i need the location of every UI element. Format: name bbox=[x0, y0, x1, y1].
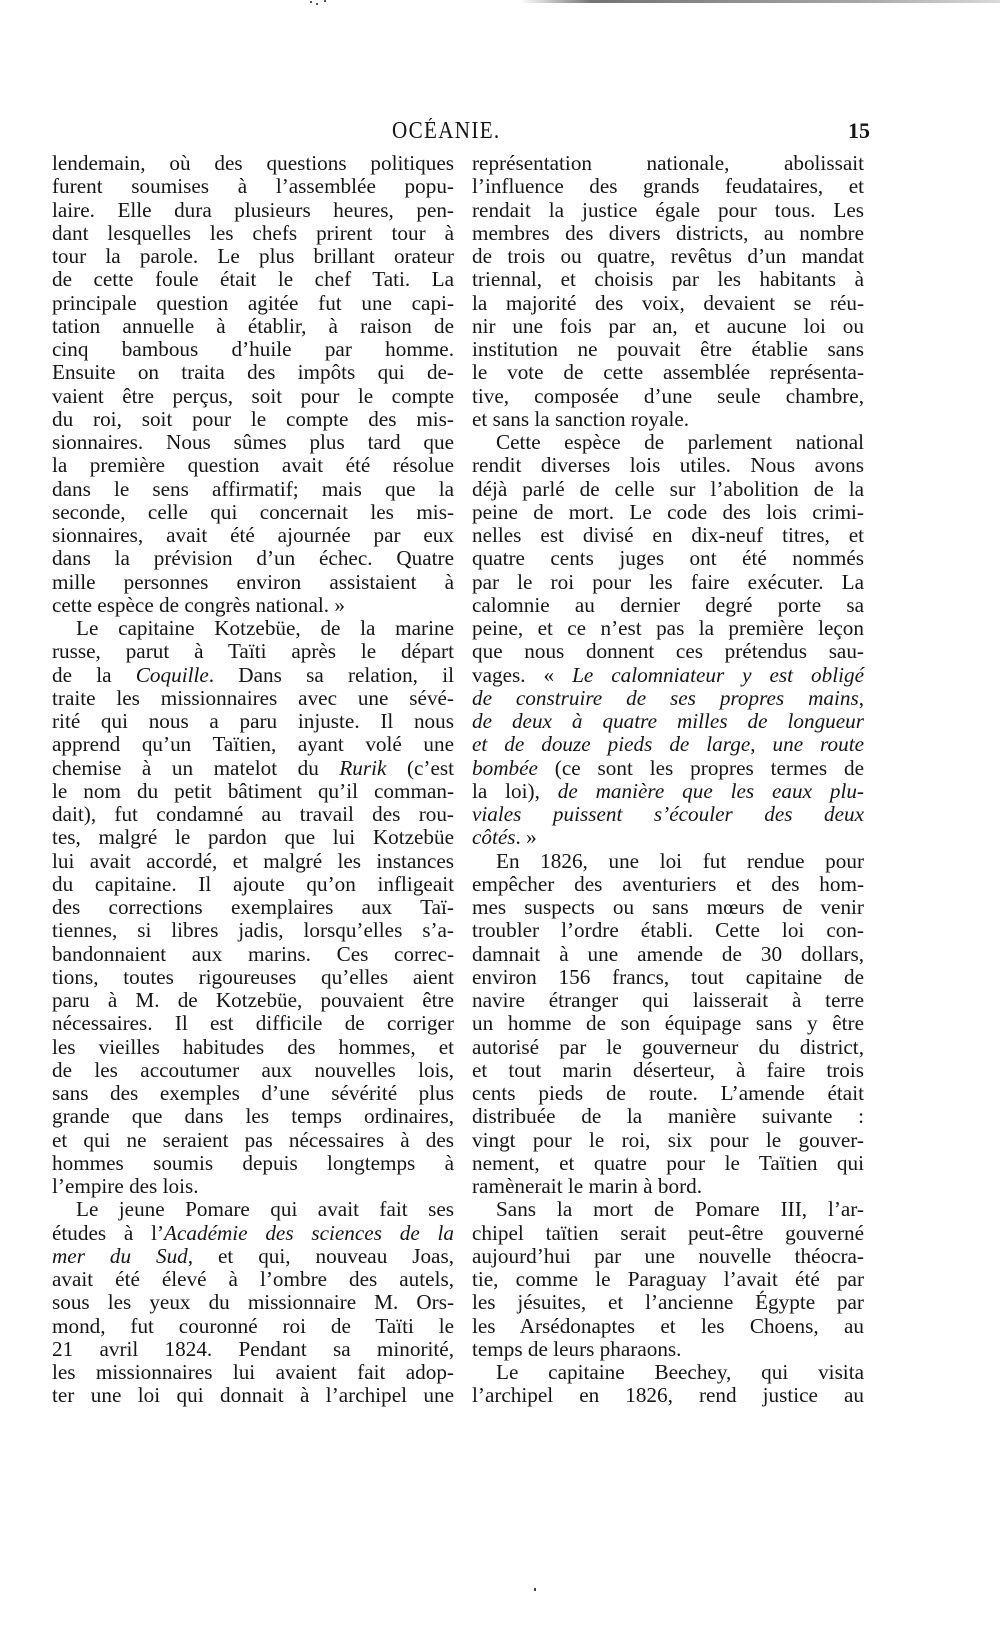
text-line bbox=[52, 594, 454, 617]
text-line bbox=[472, 1012, 864, 1035]
text-line bbox=[52, 385, 454, 408]
text-line bbox=[52, 315, 454, 338]
line-text: cinq bambous d’huile par homme. bbox=[52, 337, 454, 361]
line-text: paru à M. de Kotzebüe, pouvaient être bbox=[52, 988, 454, 1012]
line-text: mille personnes environ assistaient à bbox=[52, 569, 454, 594]
text-line bbox=[52, 1338, 454, 1361]
line-text: Ensuite on traita des impôts qui de- bbox=[52, 360, 454, 385]
text-line bbox=[472, 1152, 864, 1175]
line-text: sionnaires, avait été ajournée par eux bbox=[52, 523, 454, 547]
text-line bbox=[472, 1315, 864, 1338]
text-line bbox=[52, 1175, 454, 1198]
text-line bbox=[52, 687, 454, 710]
text-line bbox=[52, 361, 454, 384]
line-text: russe, parut à Taïti après le départ bbox=[52, 639, 454, 664]
line-text: En 1826, une loi fut rendue pour bbox=[496, 848, 864, 873]
italic-text: et de douze pieds de large bbox=[472, 732, 751, 757]
line-text: peine de mort. Le code des lois crimi- bbox=[472, 499, 864, 524]
text-line bbox=[472, 664, 864, 687]
text-line bbox=[52, 733, 454, 756]
italic-text: Rurik bbox=[339, 755, 387, 780]
line-text: institution ne pouvait être établie sans bbox=[472, 337, 864, 361]
line-text: le vote de cette assemblée représenta- bbox=[472, 360, 864, 385]
text-line bbox=[472, 943, 864, 966]
italic-text: de construire de ses propres mains bbox=[472, 685, 859, 710]
text-line bbox=[472, 919, 864, 942]
line-text: Le jeune Pomare qui avait fait ses bbox=[76, 1197, 454, 1222]
text-line bbox=[52, 408, 454, 431]
italic-text: Coquille bbox=[135, 662, 209, 687]
line-text: l’archipel en 1826, rend justice au bbox=[472, 1383, 864, 1408]
line-text: 21 avril 1824. Pendant sa minorité, bbox=[52, 1336, 454, 1361]
line-text: , et qui, nouveau Joas, bbox=[187, 1243, 454, 1268]
line-text: tiennes, si libres jadis, lorsqu’elles s’a- bbox=[52, 918, 454, 943]
line-text: déjà parlé de celle sur l’abolition de la bbox=[472, 476, 864, 501]
line-text: membres des divers districts, au nombre bbox=[472, 220, 864, 245]
text-column-left bbox=[52, 152, 454, 1408]
line-text: . Dans sa relation, il bbox=[208, 662, 454, 687]
line-text: sans des exemples d’une sévérité plus bbox=[52, 1081, 454, 1105]
line-text: les Arsédonaptes et les Choens, au bbox=[472, 1313, 864, 1338]
text-line bbox=[52, 571, 454, 594]
italic-text: viales puissent s’écouler des deux bbox=[472, 802, 864, 826]
line-text: chemise à un matelot du bbox=[52, 755, 340, 780]
text-line bbox=[52, 454, 454, 477]
line-text: , bbox=[858, 685, 864, 710]
line-text: apprend qu’un Taïtien, ayant volé une bbox=[52, 732, 454, 757]
line-text: vingt pour le roi, six pour le gouver- bbox=[472, 1127, 864, 1152]
text-line bbox=[52, 710, 454, 733]
line-text: nelles est divisé en dix-neuf titres, et bbox=[472, 523, 864, 547]
text-line bbox=[52, 501, 454, 524]
italic-text: mer du Sud bbox=[52, 1243, 188, 1268]
text-line bbox=[472, 1036, 864, 1059]
text-line bbox=[472, 803, 864, 826]
line-text: (c’est bbox=[386, 755, 454, 780]
text-line bbox=[472, 1384, 864, 1407]
line-text: damnait à une amende de 30 dollars, bbox=[472, 941, 864, 966]
text-line bbox=[52, 664, 454, 687]
text-line bbox=[472, 1338, 864, 1361]
line-text: chipel taïtien serait peut-être gouverné bbox=[472, 1220, 864, 1245]
line-text: , bbox=[750, 732, 773, 757]
line-text: tes, malgré le pardon que lui Kotzebüe bbox=[52, 825, 454, 850]
text-line bbox=[52, 1105, 454, 1128]
text-line bbox=[52, 431, 454, 454]
text-line bbox=[472, 431, 864, 454]
line-text: dait), fut condamné au travail des rou- bbox=[52, 802, 454, 826]
line-text: nécessaires. Il est difficile de corriger bbox=[52, 1011, 454, 1036]
text-line bbox=[472, 733, 864, 756]
line-text: laire. Elle dura plusieurs heures, pen- bbox=[52, 197, 454, 222]
line-text: grande que dans les temps ordinaires, bbox=[52, 1104, 454, 1129]
text-line bbox=[52, 1315, 454, 1338]
text-line bbox=[472, 710, 864, 733]
text-line bbox=[472, 1268, 864, 1291]
line-text: rendit diverses lois utiles. Nous avons bbox=[472, 453, 864, 478]
text-line bbox=[472, 896, 864, 919]
text-line bbox=[52, 1129, 454, 1152]
text-line bbox=[52, 989, 454, 1012]
italic-text: de deux à quatre milles de longueur bbox=[472, 709, 864, 733]
text-line bbox=[52, 152, 454, 175]
text-column-right bbox=[472, 152, 864, 1408]
text-line bbox=[52, 222, 454, 245]
line-text: que nous donnent ces prétendus sau- bbox=[472, 639, 864, 664]
text-line bbox=[52, 268, 454, 291]
line-text: la première question avait été résolue bbox=[52, 453, 454, 478]
text-line bbox=[472, 850, 864, 873]
line-text: dans le sens affirmatif; mais que la bbox=[52, 476, 454, 501]
line-text: un homme de son équipage sans y être bbox=[472, 1011, 864, 1036]
text-line bbox=[472, 1222, 864, 1245]
text-line bbox=[52, 1361, 454, 1384]
line-text: calomnie au dernier degré porte sa bbox=[472, 592, 864, 617]
line-text: du capitaine. Il ajoute qu’on infligeait bbox=[52, 871, 454, 896]
line-text: ramènerait le marin à bord. bbox=[472, 1174, 703, 1198]
line-text: nir une fois par an, et aucune loi ou bbox=[472, 313, 864, 338]
line-text: quatre cents juges ont été nommés bbox=[472, 546, 864, 571]
italic-text: côtés bbox=[472, 825, 516, 850]
line-text: dant lesquelles les chefs prirent tour à bbox=[52, 220, 454, 245]
line-text: tation annuelle à établir, à raison de bbox=[52, 313, 454, 338]
line-text: triennal, et choisis par les habitants à bbox=[472, 267, 864, 292]
text-line bbox=[472, 617, 864, 640]
text-line bbox=[52, 478, 454, 501]
line-text: rité qui nous a paru injuste. Il nous bbox=[52, 709, 454, 733]
text-line bbox=[52, 896, 454, 919]
text-line bbox=[472, 1361, 864, 1384]
text-line bbox=[472, 338, 864, 361]
text-line bbox=[52, 850, 454, 873]
text-line bbox=[52, 617, 454, 640]
text-line bbox=[472, 385, 864, 408]
line-text: environ 156 francs, tout capitaine de bbox=[472, 964, 864, 989]
text-line bbox=[472, 571, 864, 594]
text-line bbox=[472, 268, 864, 291]
line-text: autorisé par le gouverneur du district, bbox=[472, 1034, 864, 1059]
text-line bbox=[472, 757, 864, 780]
text-line bbox=[52, 943, 454, 966]
italic-text: bombée bbox=[472, 755, 538, 780]
text-line bbox=[52, 338, 454, 361]
line-text: furent soumises à l’assemblée popu- bbox=[52, 174, 454, 199]
running-title: OCÉANIE. bbox=[392, 118, 501, 144]
text-line bbox=[52, 524, 454, 547]
line-text: la majorité des voix, devaient se réu- bbox=[472, 290, 864, 315]
line-text: hommes soumis depuis longtemps à bbox=[52, 1150, 454, 1175]
line-text: cents pieds de route. L’amende était bbox=[472, 1081, 864, 1105]
line-text: traite les missionnaires avec une sévé- bbox=[52, 685, 454, 710]
line-text: Le capitaine Beechey, qui visita bbox=[496, 1360, 864, 1384]
line-text: lendemain, où des questions politiques bbox=[52, 151, 454, 175]
line-text: vages. « bbox=[472, 662, 573, 687]
text-line bbox=[472, 524, 864, 547]
line-text: par le roi pour les faire exécuter. La bbox=[472, 569, 864, 594]
text-line bbox=[52, 826, 454, 849]
line-text: tie, comme le Paraguay l’avait été par bbox=[472, 1267, 864, 1291]
line-text: . » bbox=[515, 825, 537, 850]
line-text: du roi, soit pour le compte des mis- bbox=[52, 406, 454, 431]
line-text: rendait la justice égale pour tous. Les bbox=[472, 197, 864, 222]
text-line bbox=[472, 175, 864, 198]
line-text: ter une loi qui donnait à l’archipel une bbox=[52, 1383, 454, 1408]
text-line bbox=[52, 1268, 454, 1291]
text-line bbox=[52, 175, 454, 198]
text-line bbox=[472, 594, 864, 617]
text-line bbox=[52, 780, 454, 803]
text-line bbox=[472, 989, 864, 1012]
line-text: représentation nationale, abolissait bbox=[472, 151, 864, 175]
text-line bbox=[472, 292, 864, 315]
line-text: l’empire des lois. bbox=[52, 1174, 199, 1198]
line-text: (ce sont les propres termes de bbox=[537, 755, 864, 780]
line-text: bandonnaient aux marins. Ces correc- bbox=[52, 941, 454, 966]
line-text: Cette espèce de parlement national bbox=[496, 430, 864, 454]
text-line bbox=[472, 1291, 864, 1314]
italic-text: de manière que les eaux plu- bbox=[557, 778, 864, 803]
text-line bbox=[472, 1129, 864, 1152]
text-line bbox=[52, 1384, 454, 1407]
text-line bbox=[52, 1198, 454, 1221]
line-text: tive, composée d’une seule chambre, bbox=[472, 383, 864, 408]
text-line bbox=[472, 1245, 864, 1268]
line-text: empêcher des aventuriers et des hom- bbox=[472, 871, 864, 896]
text-line bbox=[472, 687, 864, 710]
text-line bbox=[472, 454, 864, 477]
text-line bbox=[52, 1082, 454, 1105]
line-text: Sans la mort de Pomare III, l’ar- bbox=[496, 1197, 864, 1222]
line-text: sous les yeux du missionnaire M. Ors- bbox=[52, 1290, 454, 1315]
text-line bbox=[52, 1222, 454, 1245]
line-text: troubler l’ordre établi. Cette loi con- bbox=[472, 918, 864, 943]
text-line bbox=[52, 1036, 454, 1059]
text-line bbox=[472, 640, 864, 663]
line-text: aujourd’hui par une nouvelle théocra- bbox=[472, 1243, 864, 1268]
text-line bbox=[472, 501, 864, 524]
text-line bbox=[52, 1245, 454, 1268]
text-line bbox=[472, 361, 864, 384]
line-text: tour la parole. Le plus brillant orateur bbox=[52, 244, 454, 268]
text-line bbox=[52, 919, 454, 942]
line-text: mes suspects ou sans mœurs de venir bbox=[472, 895, 864, 919]
line-text: des corrections exemplaires aux Taï- bbox=[52, 895, 454, 919]
text-line bbox=[472, 199, 864, 222]
line-text: lui avait accordé, et malgré les instances bbox=[52, 848, 454, 873]
text-line bbox=[52, 1012, 454, 1035]
text-line bbox=[472, 245, 864, 268]
line-text: de les accoutumer aux nouvelles lois, bbox=[52, 1057, 454, 1082]
text-line bbox=[472, 826, 864, 849]
line-text: et sans la sanction royale. bbox=[472, 406, 690, 431]
line-text: les missionnaires lui avaient fait adop- bbox=[52, 1360, 454, 1384]
line-text: distribuée de la manière suivante : bbox=[472, 1104, 864, 1129]
line-text: la loi), bbox=[472, 778, 558, 803]
text-line bbox=[472, 1059, 864, 1082]
text-line bbox=[52, 873, 454, 896]
line-text: de trois ou quatre, revêtus d’un mandat bbox=[472, 244, 864, 268]
text-line bbox=[52, 199, 454, 222]
text-line bbox=[52, 1152, 454, 1175]
line-text: l’influence des grands feudataires, et bbox=[472, 174, 864, 199]
text-line bbox=[472, 1082, 864, 1105]
text-line bbox=[52, 547, 454, 570]
text-line bbox=[472, 966, 864, 989]
text-line bbox=[52, 245, 454, 268]
line-text: peine, et ce n’est pas la première leçon bbox=[472, 616, 864, 640]
text-line bbox=[52, 966, 454, 989]
line-text: et qui ne seraient pas nécessaires à des bbox=[52, 1127, 454, 1152]
line-text: dans la prévision d’un échec. Quatre bbox=[52, 546, 454, 571]
text-line bbox=[472, 547, 864, 570]
line-text: avait été élevé à l’ombre des autels, bbox=[52, 1267, 454, 1291]
text-line bbox=[472, 222, 864, 245]
line-text: sionnaires. Nous sûmes plus tard que bbox=[52, 430, 454, 454]
text-line bbox=[472, 780, 864, 803]
line-text: vaient être perçus, soit pour le compte bbox=[52, 383, 454, 408]
text-line bbox=[472, 152, 864, 175]
line-text: les vieilles habitudes des hommes, et bbox=[52, 1034, 454, 1059]
text-line bbox=[472, 1175, 864, 1198]
italic-text: Académie des sciences de la bbox=[164, 1220, 454, 1245]
line-text: tions, toutes rigoureuses qu’elles aient bbox=[52, 964, 454, 989]
text-line bbox=[52, 640, 454, 663]
text-line bbox=[52, 1059, 454, 1082]
line-text: et tout marin déserteur, à faire trois bbox=[472, 1057, 864, 1082]
line-text: études à l’ bbox=[52, 1220, 165, 1245]
page-number: 15 bbox=[848, 118, 870, 143]
running-header bbox=[0, 118, 1000, 148]
scan-speck bbox=[534, 1588, 536, 1591]
line-text: Le capitaine Kotzebüe, de la marine bbox=[76, 616, 454, 640]
text-line bbox=[52, 757, 454, 780]
text-line bbox=[52, 292, 454, 315]
scan-noise bbox=[280, 0, 340, 6]
text-line bbox=[472, 478, 864, 501]
line-text: les jésuites, et l’ancienne Égypte par bbox=[472, 1290, 864, 1315]
text-line bbox=[472, 1198, 864, 1221]
line-text: de la bbox=[52, 662, 136, 687]
text-line bbox=[472, 315, 864, 338]
text-line bbox=[52, 803, 454, 826]
line-text: de cette foule était le chef Tati. La bbox=[52, 267, 454, 292]
scan-border-artifact bbox=[520, 0, 1000, 3]
line-text: principale question agitée fut une capi- bbox=[52, 290, 454, 315]
line-text: le nom du petit bâtiment qu’il comman- bbox=[52, 778, 454, 803]
text-line bbox=[472, 1105, 864, 1128]
text-line bbox=[472, 873, 864, 896]
line-text: mond, fut couronné roi de Taïti le bbox=[52, 1313, 454, 1338]
italic-text: Le calomniateur y est obligé bbox=[572, 662, 864, 687]
line-text: seconde, celle qui concernait les mis- bbox=[52, 499, 454, 524]
italic-text: une route bbox=[772, 732, 864, 757]
line-text: nement, et quatre pour le Taïtien qui bbox=[472, 1150, 864, 1175]
text-line bbox=[472, 408, 864, 431]
text-line bbox=[52, 1291, 454, 1314]
line-text: cette espèce de congrès national. » bbox=[52, 592, 345, 617]
line-text: temps de leurs pharaons. bbox=[472, 1336, 682, 1361]
line-text: navire étranger qui laisserait à terre bbox=[472, 988, 864, 1012]
